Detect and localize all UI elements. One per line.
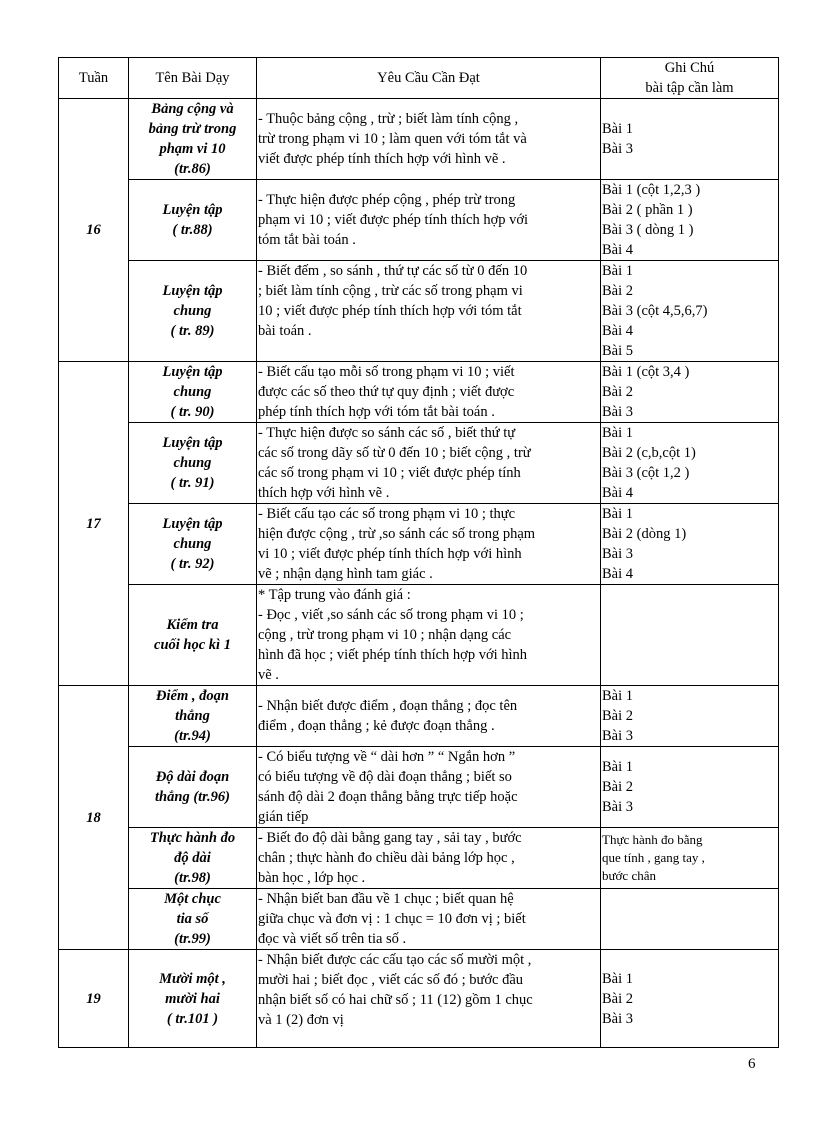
lesson-line: ( tr.88)	[172, 222, 213, 238]
lesson-line: Luyện tập	[162, 283, 223, 299]
lesson-name	[129, 889, 257, 950]
req-line: tóm tắt bài toán .	[258, 232, 356, 248]
lesson-line: chung	[173, 303, 212, 319]
lesson-line: chung	[173, 536, 212, 552]
note-line: Bài 1	[602, 970, 634, 987]
lesson-line: ( tr. 91)	[170, 475, 215, 491]
table-row	[59, 362, 779, 423]
req-line: - Có biểu tượng về “ dài hơn ” “ Ngắn hơn ”	[258, 749, 516, 765]
req-line: - Thực hiện được so sánh các số , biết thứ tự	[258, 425, 516, 441]
lesson-line: Luyện tập	[162, 202, 223, 218]
req-line: gián tiếp	[258, 809, 309, 825]
req-line: cộng , trừ trong phạm vi 10 ; nhận dạng các	[258, 627, 512, 643]
req-line: - Nhận biết ban đầu về 1 chục ; biết quan hệ	[258, 891, 514, 907]
note-line: Bài 1	[602, 263, 634, 279]
note-line: Bài 1	[602, 121, 634, 137]
header-note-line2: bài tập cần làm	[645, 80, 734, 96]
req-line: đọc và viết số trên tia số .	[258, 931, 407, 947]
req-line: các số trong phạm vi 10 ; viết được phép tính	[258, 465, 521, 481]
lesson-line: ( tr.101 )	[166, 1010, 219, 1027]
lesson-line: cuối học kì 1	[154, 637, 231, 653]
lesson-line: Một chục	[164, 891, 221, 907]
requirement	[257, 889, 601, 950]
lesson-line: thẳng (tr.96)	[155, 789, 230, 805]
note	[601, 828, 779, 889]
note-line: Bài 1	[602, 425, 634, 441]
note-line: Bài 3	[602, 1010, 634, 1027]
note	[601, 504, 779, 585]
req-line: vi 10 ; viết được phép tính thích hợp với hình	[258, 546, 522, 562]
lesson-line: (tr.86)	[174, 161, 211, 177]
req-line: và 1 (2) đơn vị	[258, 1012, 344, 1028]
lesson-line: Thực hành đo	[149, 830, 236, 846]
requirement	[257, 950, 601, 1048]
req-line: viết được phép tính thích hợp với hình vẽ .	[258, 151, 506, 167]
note-line: Bài 3 ( dòng 1 )	[602, 222, 694, 238]
note-line: Bài 2	[602, 708, 634, 724]
requirement	[257, 686, 601, 747]
note-line: Bài 3 (cột 1,2 )	[602, 465, 690, 481]
requirement	[257, 180, 601, 261]
note-line: Bài 4	[602, 242, 634, 258]
requirement	[257, 828, 601, 889]
note	[601, 747, 779, 828]
req-line: hình đã học ; viết phép tính thích hợp với hình	[258, 647, 528, 663]
table-row	[59, 828, 779, 889]
week-number: 18	[59, 686, 129, 950]
req-line: thích hợp với hình vẽ .	[258, 485, 390, 501]
table-row	[59, 686, 779, 747]
req-line: vẽ .	[258, 667, 279, 683]
note	[601, 261, 779, 362]
note-line: que tính , gang tay ,	[602, 850, 705, 865]
lesson-line: Điểm , đoạn	[156, 688, 229, 704]
lesson-name	[129, 747, 257, 828]
lesson-name	[129, 504, 257, 585]
note	[601, 585, 779, 686]
req-line: - Đọc , viết ,so sánh các số trong phạm vi 10 ;	[258, 607, 524, 623]
lesson-line: phạm vi 10	[159, 141, 226, 157]
note-line: Bài 3	[602, 404, 634, 420]
req-line: có biểu tượng về độ dài đoạn thẳng ; biết so	[258, 769, 512, 785]
req-line: - Biết cấu tạo mỗi số trong phạm vi 10 ; viết	[258, 364, 515, 380]
note-line: Bài 1	[602, 506, 634, 522]
lesson-line: ( tr. 89)	[170, 323, 215, 339]
req-line: 10 ; viết được phép tính thích hợp với tóm tắt	[258, 303, 522, 319]
lesson-line: Độ dài đoạn	[155, 769, 230, 785]
table-row	[59, 99, 779, 180]
note	[601, 889, 779, 950]
table-row	[59, 180, 779, 261]
req-line: - Thực hiện được phép cộng , phép trừ trong	[258, 192, 516, 208]
req-line: nhận biết số có hai chữ số ; 11 (12) gồm 1 chục	[258, 992, 533, 1008]
lesson-name	[129, 585, 257, 686]
req-line: các số trong dãy số từ 0 đến 10 ; biết cộng , trừ	[258, 445, 531, 461]
req-line: - Biết đo độ dài bằng gang tay , sải tay , bước	[258, 830, 522, 846]
note-line: Thực hành đo bằng	[602, 832, 703, 847]
note-line: Bài 3	[602, 546, 634, 562]
req-line: * Tập trung vào đánh giá :	[258, 587, 411, 603]
req-line: phép tính thích hợp với tóm tắt bài toán .	[258, 404, 495, 420]
lesson-line: ( tr. 92)	[170, 556, 215, 572]
note-line: Bài 3 (cột 4,5,6,7)	[602, 303, 708, 319]
table-row	[59, 261, 779, 362]
note-line: Bài 2	[602, 990, 634, 1007]
page-number: 6	[748, 1056, 756, 1072]
lesson-line: độ dài	[174, 850, 211, 866]
header-requirement: Yêu Cầu Cần Đạt	[257, 58, 601, 99]
note	[601, 180, 779, 261]
header-note-line1: Ghi Chú	[664, 60, 715, 76]
note-line: Bài 2	[602, 384, 634, 400]
note	[601, 99, 779, 180]
requirement	[257, 261, 601, 362]
table-row	[59, 889, 779, 950]
note	[601, 362, 779, 423]
lesson-line: Luyện tập	[162, 435, 223, 451]
req-line: - Biết đếm , so sánh , thứ tự các số từ 0 đến 10	[258, 263, 528, 279]
week-number: 16	[59, 99, 129, 362]
requirement	[257, 504, 601, 585]
req-line: bài toán .	[258, 323, 312, 339]
header-note	[601, 58, 779, 99]
lesson-line: bảng trừ trong	[148, 121, 237, 137]
lesson-name	[129, 828, 257, 889]
req-line: chân ; thực hành đo chiều dài bảng lớp học ,	[258, 850, 515, 866]
lesson-line: tia số	[176, 911, 209, 927]
lesson-line: mười hai	[165, 990, 220, 1007]
requirement	[257, 747, 601, 828]
req-line: phạm vi 10 ; viết được phép tính thích hợp với	[258, 212, 529, 228]
table-row	[59, 423, 779, 504]
note-line: Bài 3	[602, 799, 634, 815]
lesson-line: (tr.99)	[174, 931, 211, 947]
lesson-name	[129, 686, 257, 747]
lesson-plan-table	[58, 57, 779, 1048]
requirement	[257, 585, 601, 686]
lesson-name	[129, 99, 257, 180]
table-row	[59, 585, 779, 686]
lesson-line: chung	[173, 455, 212, 471]
lesson-name	[129, 950, 257, 1048]
lesson-line: ( tr. 90)	[170, 404, 215, 420]
note	[601, 686, 779, 747]
lesson-name	[129, 423, 257, 504]
req-line: - Nhận biết được điểm , đoạn thẳng ; đọc tên	[258, 698, 518, 714]
lesson-name	[129, 180, 257, 261]
week-number: 19	[59, 950, 129, 1048]
req-line: - Thuộc bảng cộng , trừ ; biết làm tính cộng ,	[258, 111, 519, 127]
requirement	[257, 99, 601, 180]
lesson-line: Mười một ,	[159, 970, 226, 987]
note-line: Bài 5	[602, 343, 634, 359]
req-line: được các số theo thứ tự quy định ; viết được	[258, 384, 515, 400]
note-line: Bài 3	[602, 728, 634, 744]
header-row	[59, 58, 779, 99]
lesson-line: Bảng cộng và	[151, 101, 234, 117]
req-line: giữa chục và đơn vị : 1 chục = 10 đơn vị ; biết	[258, 911, 526, 927]
lesson-line: (tr.98)	[174, 870, 211, 886]
note	[601, 423, 779, 504]
note-line: Bài 2 ( phần 1 )	[602, 202, 693, 218]
note-line: Bài 1 (cột 1,2,3 )	[602, 182, 701, 198]
note-line: bước chân	[602, 868, 656, 883]
lesson-line: Luyện tập	[162, 516, 223, 532]
note-line: Bài 3	[602, 141, 634, 157]
note-line: Bài 1	[602, 759, 634, 775]
req-line: trừ trong phạm vi 10 ; làm quen với tóm tắt và	[258, 131, 527, 147]
note-line: Bài 2 (c,b,cột 1)	[602, 445, 696, 461]
note	[601, 950, 779, 1048]
req-line: vẽ ; nhận dạng hình tam giác .	[258, 566, 433, 582]
req-line: - Nhận biết được các cấu tạo các số mười một ,	[258, 952, 532, 968]
req-line: mười hai ; biết đọc , viết các số đó ; bước đầu	[258, 972, 524, 988]
lesson-line: thẳng	[175, 708, 210, 724]
req-line: điểm , đoạn thẳng ; kẻ được đoạn thẳng .	[258, 718, 495, 734]
header-week: Tuần	[59, 58, 129, 99]
req-line: bàn học , lớp học .	[258, 870, 366, 886]
note-line: Bài 4	[602, 323, 634, 339]
req-line: - Biết cấu tạo các số trong phạm vi 10 ; thực	[258, 506, 516, 522]
lesson-line: (tr.94)	[174, 728, 211, 744]
note-line: Bài 1	[602, 688, 634, 704]
req-line: ; biết làm tính cộng , trừ các số trong phạm vi	[258, 283, 523, 299]
lesson-line: Kiểm tra	[166, 617, 219, 633]
week-number: 17	[59, 362, 129, 686]
lesson-line: chung	[173, 384, 212, 400]
table-row	[59, 747, 779, 828]
note-line: Bài 2	[602, 779, 634, 795]
req-line: sánh độ dài 2 đoạn thẳng bằng trực tiếp hoặc	[258, 789, 518, 805]
note-line: Bài 4	[602, 485, 634, 501]
table-row	[59, 950, 779, 1048]
note-line: Bài 1 (cột 3,4 )	[602, 364, 690, 380]
requirement	[257, 423, 601, 504]
requirement	[257, 362, 601, 423]
table-row	[59, 504, 779, 585]
note-line: Bài 2	[602, 283, 634, 299]
req-line: hiện được cộng , trừ ,so sánh các số trong phạm	[258, 526, 536, 542]
lesson-name	[129, 362, 257, 423]
note-line: Bài 4	[602, 566, 634, 582]
lesson-name	[129, 261, 257, 362]
note-line: Bài 2 (dòng 1)	[602, 526, 687, 542]
lesson-line: Luyện tập	[162, 364, 223, 380]
header-lesson: Tên Bài Dạy	[129, 58, 257, 99]
